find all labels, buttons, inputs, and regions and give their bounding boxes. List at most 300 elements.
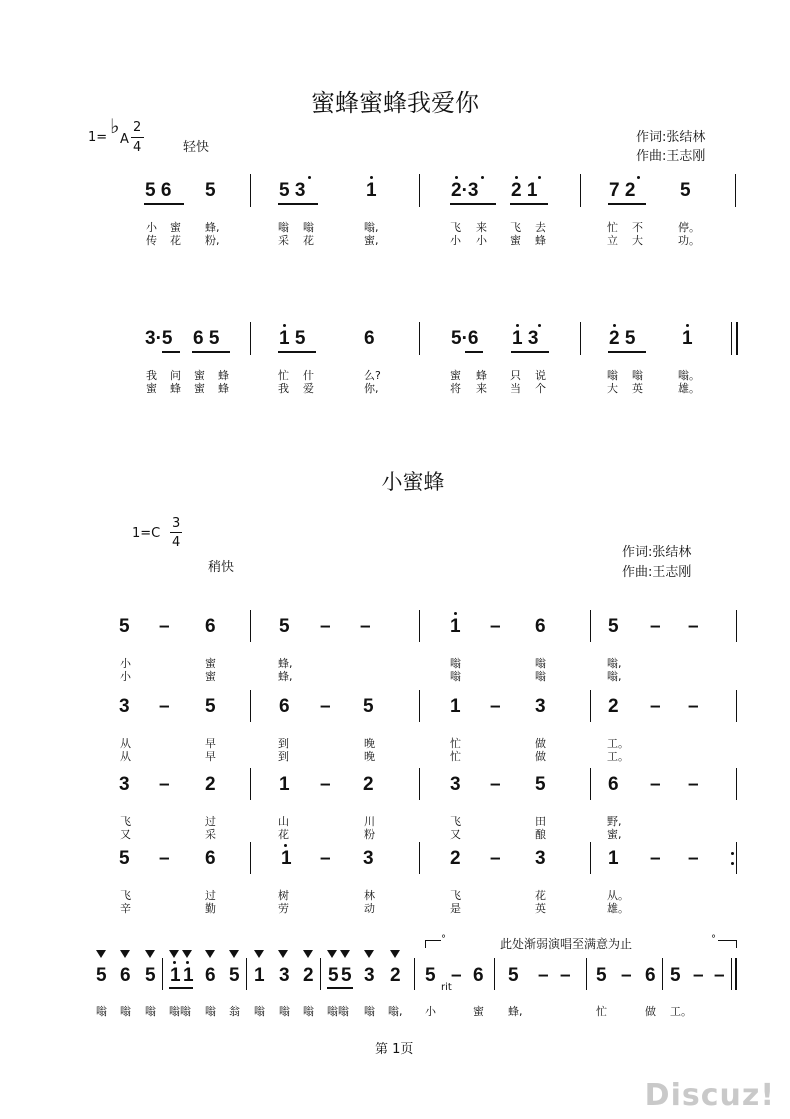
- dash: –: [159, 616, 170, 637]
- song2-lyricist: 作词:张结林: [622, 545, 692, 560]
- circle-mark: °: [711, 934, 716, 945]
- underline: [169, 987, 193, 989]
- lyric: 问: [170, 369, 181, 382]
- note: 5: [119, 848, 130, 869]
- lyric: 飞: [120, 815, 131, 828]
- lyric: 蜂: [170, 382, 181, 395]
- lyric: 蜂: [218, 369, 229, 382]
- barline: [320, 958, 321, 990]
- lyric: 花: [303, 234, 314, 247]
- lyric: 忙: [450, 750, 461, 763]
- barline: [494, 958, 495, 990]
- lyric: 晚: [364, 737, 375, 750]
- lyric: 雄。: [678, 382, 700, 395]
- lyric: 蜜: [170, 221, 181, 234]
- note-group: 5 3: [279, 180, 306, 201]
- lyric: 飞: [450, 221, 461, 234]
- dash: –: [714, 965, 725, 986]
- note-group: 5·6: [451, 328, 479, 349]
- accent-mark: [205, 950, 215, 958]
- lyric: 我: [146, 369, 157, 382]
- note-group: 2 1: [511, 180, 538, 201]
- note: 5: [279, 616, 290, 637]
- bracket-line: [736, 940, 737, 948]
- lyric: 嗡: [279, 1005, 290, 1018]
- lyric: 又: [120, 828, 131, 841]
- lyric: 嗡: [278, 221, 289, 234]
- lyric: 做: [535, 737, 546, 750]
- lyric: 嗡。: [678, 369, 700, 382]
- underline: [144, 203, 184, 205]
- lyric: 我: [278, 382, 289, 395]
- dash: –: [621, 965, 632, 986]
- note: 5: [341, 965, 352, 986]
- accent-mark: [390, 950, 400, 958]
- lyric: 早: [205, 737, 216, 750]
- barline: [250, 322, 251, 355]
- note: 1: [279, 774, 290, 795]
- song1-key-letter: A: [120, 132, 129, 147]
- lyric: 爱: [303, 382, 314, 395]
- note-group: 1 3: [512, 328, 539, 349]
- lyric: 忙: [607, 221, 618, 234]
- lyric: 飞: [510, 221, 521, 234]
- lyric: 晚: [364, 750, 375, 763]
- accent-mark: [327, 950, 337, 958]
- lyric: 英: [632, 382, 643, 395]
- underline: [465, 351, 483, 353]
- underline: [327, 987, 353, 989]
- barline: [590, 690, 591, 722]
- lyric: 嗡: [450, 670, 461, 683]
- lyric: 蜂: [476, 369, 487, 382]
- lyric: 嗡: [96, 1005, 107, 1018]
- barline: [736, 610, 737, 642]
- note: 1: [450, 616, 461, 637]
- dash: –: [650, 848, 661, 869]
- note-group: 3·5: [145, 328, 173, 349]
- bracket-line: [425, 940, 426, 948]
- lyric: 小: [425, 1005, 436, 1018]
- dash: –: [688, 696, 699, 717]
- lyric: 嗡,: [364, 221, 379, 234]
- note: 5: [205, 696, 216, 717]
- barline: [419, 174, 420, 207]
- note: 5: [96, 965, 107, 986]
- lyric: 工。: [607, 750, 629, 763]
- lyric: 蜜: [510, 234, 521, 247]
- octave-dot: [370, 176, 373, 179]
- barline: [250, 610, 251, 642]
- flat-sign: ♭: [110, 114, 120, 138]
- note: 2: [450, 848, 461, 869]
- lyric: 蜜: [205, 670, 216, 683]
- dash: –: [320, 774, 331, 795]
- lyric: 么?: [364, 369, 381, 382]
- lyric: 工。: [607, 737, 629, 750]
- accent-mark: [303, 950, 313, 958]
- lyric: 勤: [205, 902, 216, 915]
- barline: [250, 690, 251, 722]
- note-group: 1: [366, 180, 377, 201]
- note: 5: [596, 965, 607, 986]
- lyric: 小: [450, 234, 461, 247]
- lyric: 动: [364, 902, 375, 915]
- dash: –: [451, 965, 462, 986]
- octave-dot: [515, 176, 518, 179]
- lyric: 山: [278, 815, 289, 828]
- song2-key: 1=C: [132, 526, 161, 541]
- dash: –: [360, 616, 371, 637]
- note-group: 1 5: [279, 328, 306, 349]
- octave-dot: [283, 324, 286, 327]
- note: 3: [119, 774, 130, 795]
- bracket-line: [425, 940, 441, 941]
- octave-dot: [637, 176, 640, 179]
- note: 2: [608, 696, 619, 717]
- lyric: 嗡嗡: [169, 1005, 191, 1018]
- lyric: 传: [146, 234, 157, 247]
- note: 3: [450, 774, 461, 795]
- lyric: 飞: [450, 889, 461, 902]
- dash: –: [320, 616, 331, 637]
- lyric: 忙: [278, 369, 289, 382]
- lyric: 过: [205, 889, 216, 902]
- underline: [192, 351, 230, 353]
- octave-dot: [481, 176, 484, 179]
- note: 5: [608, 616, 619, 637]
- octave-dot: [173, 961, 176, 964]
- barline: [731, 322, 732, 355]
- underline: [510, 203, 548, 205]
- note: 1: [281, 848, 292, 869]
- note: 5: [363, 696, 374, 717]
- lyric: 早: [205, 750, 216, 763]
- song1-time-bottom: 4: [133, 140, 142, 155]
- lyric: 嗡,: [607, 670, 622, 683]
- lyric: 蜂: [535, 234, 546, 247]
- note-group: 5 6: [145, 180, 172, 201]
- lyric: 大: [632, 234, 643, 247]
- barline: [419, 610, 420, 642]
- lyric: 做: [535, 750, 546, 763]
- note: 6: [535, 616, 546, 637]
- lyric: 飞: [120, 889, 131, 902]
- lyric: 采: [205, 828, 216, 841]
- octave-dot: [613, 324, 616, 327]
- lyric: 来: [476, 382, 487, 395]
- lyric: 不: [632, 221, 643, 234]
- lyric: 小: [120, 657, 131, 670]
- accent-mark: [169, 950, 179, 958]
- accent-mark: [229, 950, 239, 958]
- octave-dot: [186, 961, 189, 964]
- lyric: 大: [607, 382, 618, 395]
- watermark-logo: Discuz!: [644, 1078, 775, 1113]
- barline: [736, 768, 737, 800]
- lyric: 花: [535, 889, 546, 902]
- song2-time-bottom: 4: [172, 535, 181, 550]
- lyric: 小: [476, 234, 487, 247]
- barline: [162, 958, 163, 990]
- repeat-dot: [731, 862, 734, 865]
- barline: [419, 322, 420, 355]
- song1-time-top: 2: [133, 120, 142, 135]
- lyric: 花: [278, 828, 289, 841]
- lyric: 蜂: [218, 382, 229, 395]
- dash: –: [490, 774, 501, 795]
- lyric: 只: [510, 369, 521, 382]
- lyric: 花: [170, 234, 181, 247]
- dash: –: [693, 965, 704, 986]
- note: 5: [535, 774, 546, 795]
- lyric: 英: [535, 902, 546, 915]
- barline: [735, 174, 736, 207]
- lyric: 过: [205, 815, 216, 828]
- octave-dot: [308, 176, 311, 179]
- circle-mark: °: [441, 934, 446, 945]
- lyric: 嗡: [607, 369, 618, 382]
- song2-title: 小蜜蜂: [381, 470, 445, 494]
- lyric: 田: [535, 815, 546, 828]
- underline: [511, 351, 549, 353]
- note: 3: [535, 848, 546, 869]
- lyric: 蜜,: [364, 234, 379, 247]
- note: 6: [645, 965, 656, 986]
- note-group: 2·3: [451, 180, 479, 201]
- underline: [162, 351, 180, 353]
- dash: –: [560, 965, 571, 986]
- lyric: 功。: [678, 234, 700, 247]
- dash: –: [490, 848, 501, 869]
- note: 1: [183, 965, 194, 986]
- barline: [662, 958, 663, 990]
- note: 3: [279, 965, 290, 986]
- note: 6: [205, 848, 216, 869]
- accent-mark: [364, 950, 374, 958]
- lyric: 嗡: [205, 1005, 216, 1018]
- lyric: 小: [120, 670, 131, 683]
- note: 5: [119, 616, 130, 637]
- note: 6: [608, 774, 619, 795]
- barline: [580, 174, 581, 207]
- accent-mark: [120, 950, 130, 958]
- note: 6: [205, 616, 216, 637]
- barline: [250, 174, 251, 207]
- underline: [278, 203, 318, 205]
- note: 6: [205, 965, 216, 986]
- barline: [590, 842, 591, 874]
- dash: –: [159, 696, 170, 717]
- barline: [586, 958, 587, 990]
- lyric: 忙: [450, 737, 461, 750]
- accent-mark: [340, 950, 350, 958]
- barline: [580, 322, 581, 355]
- accent-mark: [96, 950, 106, 958]
- dash: –: [320, 848, 331, 869]
- lyric: 野,: [607, 815, 622, 828]
- song1-title: 蜜蜂蜜蜂我爱你: [311, 89, 479, 117]
- lyric: 蜂,: [278, 670, 293, 683]
- lyric: 蜜: [205, 657, 216, 670]
- barline: [736, 842, 737, 874]
- lyric: 飞: [450, 815, 461, 828]
- barline: [250, 842, 251, 874]
- barline: [590, 768, 591, 800]
- note: 2: [303, 965, 314, 986]
- lyric: 嗡: [450, 657, 461, 670]
- lyric: 嗡,: [388, 1005, 403, 1018]
- octave-dot: [686, 324, 689, 327]
- note: 5: [229, 965, 240, 986]
- final-barline: [735, 958, 737, 990]
- note: 5: [670, 965, 681, 986]
- lyric: 蜂,: [205, 221, 220, 234]
- note: 5: [328, 965, 339, 986]
- note: 3: [363, 848, 374, 869]
- coda-instruction: 此处渐弱演唱至满意为止: [500, 937, 633, 951]
- lyric: 做: [645, 1005, 656, 1018]
- accent-mark: [145, 950, 155, 958]
- lyric: 工。: [670, 1005, 692, 1018]
- lyric: 小: [146, 221, 157, 234]
- lyric: 嗡: [303, 221, 314, 234]
- barline: [419, 842, 420, 874]
- lyric: 什: [303, 369, 314, 382]
- note: 6: [120, 965, 131, 986]
- note-group: 7 2: [609, 180, 636, 201]
- octave-dot: [454, 612, 457, 615]
- barline: [419, 768, 420, 800]
- lyric: 嗡: [120, 1005, 131, 1018]
- dash: –: [688, 774, 699, 795]
- dash: –: [650, 616, 661, 637]
- note-group: 5: [205, 180, 216, 201]
- octave-dot: [455, 176, 458, 179]
- time-signature-line: [131, 137, 144, 138]
- lyric: 采: [278, 234, 289, 247]
- lyric: 树: [278, 889, 289, 902]
- dash: –: [538, 965, 549, 986]
- lyric: 个: [535, 382, 546, 395]
- lyric: 你,: [364, 382, 379, 395]
- note-group: 2 5: [609, 328, 636, 349]
- lyric: 去: [535, 221, 546, 234]
- song2-composer: 作曲:王志刚: [622, 565, 692, 580]
- dash: –: [320, 696, 331, 717]
- note: 1: [450, 696, 461, 717]
- lyric: 雄。: [607, 902, 629, 915]
- note: 6: [473, 965, 484, 986]
- lyric: 林: [364, 889, 375, 902]
- lyric: 嗡: [145, 1005, 156, 1018]
- note: 1: [254, 965, 265, 986]
- lyric: 翁: [229, 1005, 240, 1018]
- lyric: 蜜: [194, 369, 205, 382]
- lyric: 将: [450, 382, 461, 395]
- song1-composer: 作曲:王志刚: [636, 149, 706, 164]
- octave-dot: [538, 324, 541, 327]
- note: 3: [535, 696, 546, 717]
- lyric: 蜜: [473, 1005, 484, 1018]
- lyric: 到: [278, 737, 289, 750]
- lyric: 嗡,: [607, 657, 622, 670]
- lyric: 粉: [364, 828, 375, 841]
- lyric: 嗡: [535, 670, 546, 683]
- rit-marking: rit: [441, 982, 452, 993]
- lyric: 当: [510, 382, 521, 395]
- barline: [250, 768, 251, 800]
- lyric: 从。: [607, 889, 629, 902]
- barline: [246, 958, 247, 990]
- dash: –: [688, 616, 699, 637]
- underline: [278, 351, 316, 353]
- note-group: 6 5: [193, 328, 220, 349]
- bracket-line: [718, 940, 736, 941]
- lyric: 从: [120, 750, 131, 763]
- repeat-dot: [731, 852, 734, 855]
- lyric: 嗡: [303, 1005, 314, 1018]
- lyric: 忙: [596, 1005, 607, 1018]
- lyric: 又: [450, 828, 461, 841]
- accent-mark: [182, 950, 192, 958]
- lyric: 酿: [535, 828, 546, 841]
- octave-dot: [284, 844, 287, 847]
- page-number: 第 1页: [375, 1042, 414, 1057]
- barline: [414, 958, 415, 990]
- lyric: 蜂,: [278, 657, 293, 670]
- underline: [608, 203, 646, 205]
- lyric: 到: [278, 750, 289, 763]
- lyric: 说: [535, 369, 546, 382]
- accent-mark: [254, 950, 264, 958]
- underline: [450, 203, 496, 205]
- barline: [419, 690, 420, 722]
- song1-tempo: 轻快: [183, 140, 210, 155]
- final-barline: [736, 322, 738, 355]
- note: 3: [119, 696, 130, 717]
- lyric: 嗡: [254, 1005, 265, 1018]
- dash: –: [688, 848, 699, 869]
- octave-dot: [538, 176, 541, 179]
- dash: –: [159, 848, 170, 869]
- song1-lyricist: 作词:张结林: [636, 130, 706, 145]
- dash: –: [650, 774, 661, 795]
- lyric: 停。: [678, 221, 700, 234]
- lyric: 嗡: [364, 1005, 375, 1018]
- song2-tempo: 稍快: [208, 560, 235, 575]
- lyric: 是: [450, 902, 461, 915]
- octave-dot: [516, 324, 519, 327]
- note: 1: [170, 965, 181, 986]
- lyric: 嗡: [535, 657, 546, 670]
- lyric: 蜜: [146, 382, 157, 395]
- lyric: 从: [120, 737, 131, 750]
- dash: –: [490, 696, 501, 717]
- lyric: 劳: [278, 902, 289, 915]
- barline: [736, 690, 737, 722]
- song1-key-prefix: 1=: [88, 130, 108, 145]
- note-group: 6: [364, 328, 375, 349]
- note: 2: [205, 774, 216, 795]
- note: 2: [363, 774, 374, 795]
- lyric: 立: [607, 234, 618, 247]
- dash: –: [490, 616, 501, 637]
- note: 6: [279, 696, 290, 717]
- lyric: 嗡嗡: [327, 1005, 349, 1018]
- barline: [731, 958, 732, 990]
- underline: [608, 351, 646, 353]
